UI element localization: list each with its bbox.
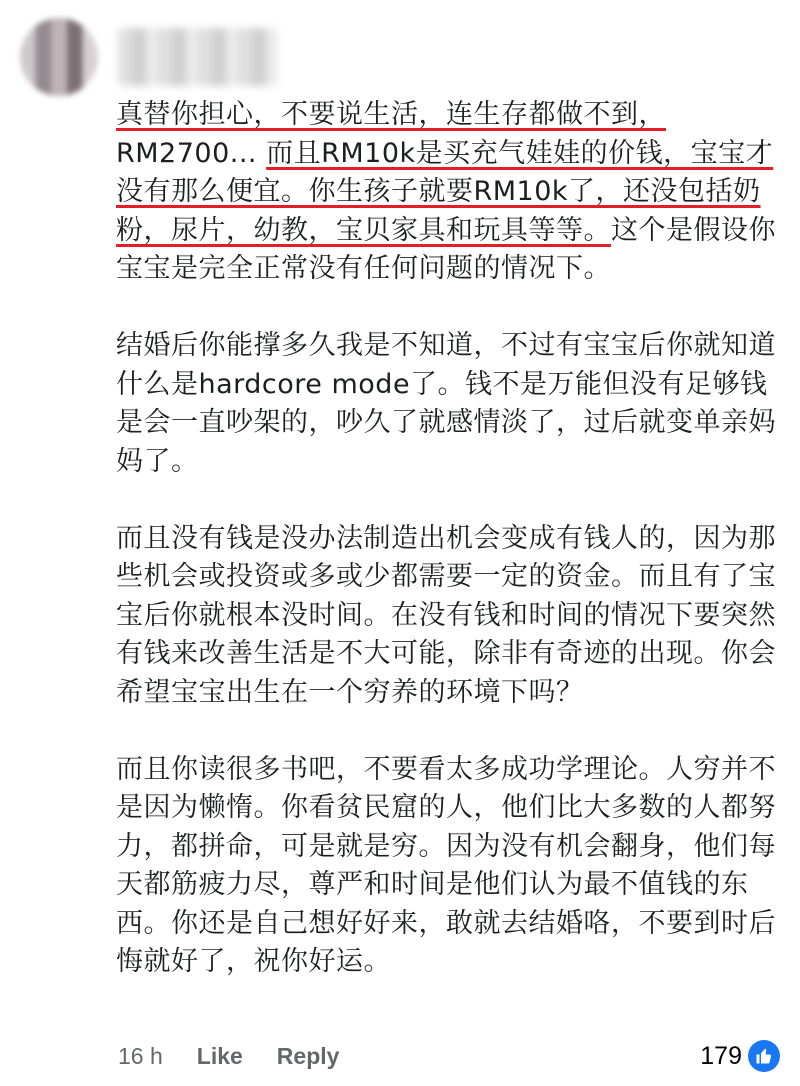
comment-text: 结婚后你能撑多久我是不知道，不过有宝宝后你就知道什么是hardcore mode了。钱不是万能但没有足够钱是会一直吵架的，吵久了就感情淡了，过后就变单亲妈妈了。 <box>116 330 776 477</box>
reaction-summary[interactable] <box>700 1036 780 1076</box>
comment-text: 而且没有钱是没办法制造出机会变成有钱人的，因为那些机会或投资或多或少都需要一定的资金。而且有了宝宝后你就根本没时间。在没有钱和时间的情况下要突然有钱来改善生活是不大可能，除非有奇迹的出现。你会希望宝宝出生在一个穷养的环境下吗？ <box>116 522 776 708</box>
comment-paragraph <box>116 96 788 289</box>
thumbs-up-icon <box>748 1040 780 1072</box>
commenter-name-blurred[interactable] <box>118 28 278 86</box>
comment-text: 而且你读很多书吧，不要看太多成功学理论。人穷并不是因为懒惰。你看贫民窟的人，他们比大多数的人都努力，都拼命，可是就是穷。因为没有机会翻身，他们每天都筋疲力尽，尊严和时间是他们认为最不值钱的东西。你还是自己想好好来，敢就去结婚咯，不要到时后悔就好了，祝你好运。 <box>116 753 776 977</box>
highlighted-text: 真替你担心，不要说生活，连生存都做不到， <box>116 99 666 130</box>
comment-paragraph <box>116 327 788 481</box>
highlighted-text: 而且RM10k是买充气娃娃的价钱，宝宝才没有那么便宜。你生孩子就要RM10k了，还没包括奶粉，尿片，幼教，宝贝家具和玩具等等。 <box>116 137 774 246</box>
comment-body <box>116 96 788 982</box>
comment-text: 这个是假设你宝宝是完全正常没有任何问题的情况下。 <box>116 214 776 284</box>
comment-timestamp[interactable]: 16 h <box>118 1042 163 1069</box>
comment-paragraph <box>116 751 788 982</box>
avatar[interactable] <box>20 18 98 96</box>
comment-footer <box>118 1036 780 1076</box>
reply-button[interactable]: Reply <box>276 1042 340 1069</box>
like-button[interactable]: Like <box>196 1042 243 1069</box>
comment-paragraph <box>116 520 788 713</box>
reaction-count: 179 <box>700 1041 742 1070</box>
comment-text: RM2700... <box>116 137 267 169</box>
